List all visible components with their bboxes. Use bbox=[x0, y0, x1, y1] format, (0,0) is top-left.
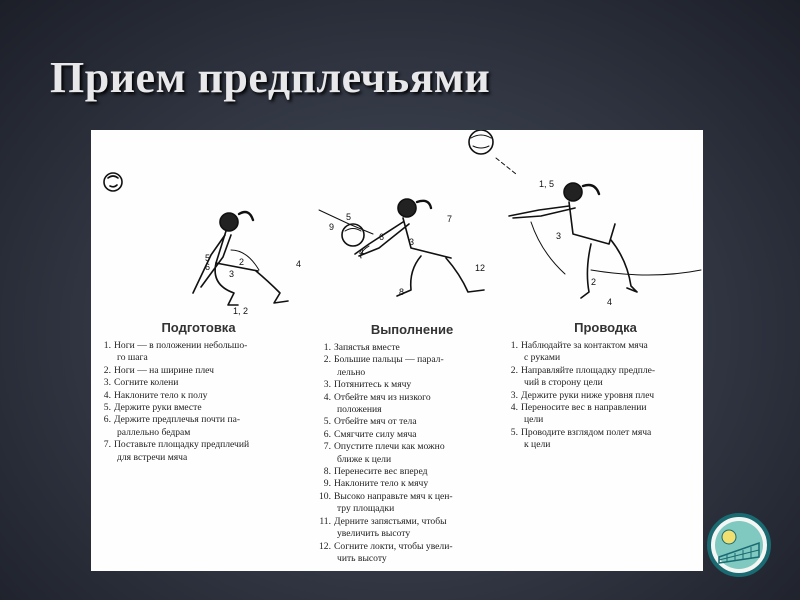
list-item: 2. Направляйте площадку предпле- чий в сторону цели bbox=[510, 364, 656, 389]
list-item: 9. Наклоните тело к мячу bbox=[323, 478, 429, 490]
list-item: 10. Высоко направьте мяч к цен- тру площадки bbox=[319, 490, 453, 515]
figure3-label: 4 bbox=[607, 297, 613, 307]
list-item: 12. Согните локти, чтобы увели- чить высоту bbox=[319, 540, 453, 564]
figure2-label: 7 bbox=[447, 214, 453, 224]
figure1-label: 1, 2 bbox=[233, 306, 249, 316]
figure1-label: 5 bbox=[205, 253, 211, 263]
figure-preparation bbox=[104, 173, 288, 305]
list-item: 6. Держите предплечья почти па- раллельно бедрам bbox=[103, 414, 241, 438]
volleyball-logo-icon bbox=[707, 513, 771, 577]
instruction-list bbox=[101, 340, 296, 464]
ball-icon bbox=[342, 224, 364, 246]
list-item: 5. Отбейте мяч от тела bbox=[323, 416, 417, 428]
list-item: 3. Потянитесь к мячу bbox=[323, 379, 412, 391]
volleyball-illustration bbox=[91, 130, 703, 571]
list-item: 6. Смягчите силу мяча bbox=[323, 428, 417, 440]
list-item: 1. Ноги — в положении небольшо- го шага bbox=[103, 340, 248, 364]
column-heading: Выполнение bbox=[370, 322, 454, 337]
figure3-label: 3 bbox=[556, 231, 562, 241]
figure2-label: 6 bbox=[379, 232, 385, 242]
figure3-label: 2 bbox=[591, 277, 597, 287]
figure3-label: 1, 5 bbox=[539, 179, 555, 189]
figure2-label: 8 bbox=[399, 287, 405, 297]
list-item: 4. Переносите вес в направлении цели bbox=[510, 402, 647, 426]
list-item: 4. Наклоните тело к полу bbox=[103, 389, 208, 401]
figure2-label: 5 bbox=[346, 212, 352, 222]
figure-execution bbox=[319, 199, 484, 296]
figure1-label: 3 bbox=[229, 269, 235, 279]
list-item: 1. Запястья вместе bbox=[323, 342, 400, 353]
figure1-label: 6 bbox=[205, 262, 211, 272]
list-item: 7. Опустите плечи как можно ближе к цели bbox=[323, 441, 445, 465]
list-item: 4. Отбейте мяч из низкого положения bbox=[323, 391, 431, 416]
figure-follow-through bbox=[469, 130, 701, 298]
ball-icon bbox=[469, 130, 493, 154]
list-item: 5. Держите руки вместе bbox=[103, 402, 202, 414]
column-execution bbox=[317, 322, 507, 565]
figure2-label: 9 bbox=[329, 222, 335, 232]
list-item: 7. Поставьте площадку предплечий для встречи мяча bbox=[103, 439, 250, 463]
figure2-label: 3 bbox=[409, 237, 415, 247]
column-heading: Подготовка bbox=[161, 320, 236, 335]
figure1-label: 4 bbox=[296, 259, 302, 269]
list-item: 11. Дерните запястьями, чтобы увеличить высоту bbox=[319, 515, 447, 540]
column-follow-through bbox=[508, 320, 703, 452]
list-item: 8. Перенесите вес вперед bbox=[323, 466, 428, 478]
figure2-label: 12 bbox=[475, 263, 486, 273]
figure2-label: 4 bbox=[359, 247, 365, 257]
list-item: 3. Согните колени bbox=[103, 377, 179, 389]
list-item: 5. Проводите взглядом полет мяча к цели bbox=[510, 426, 652, 451]
list-item: 2. Большие пальцы — парал- лельно bbox=[323, 354, 444, 378]
slide-title: Прием предплечьями bbox=[50, 53, 491, 102]
list-item: 1. Наблюдайте за контактом мяча с руками bbox=[510, 340, 648, 364]
column-heading: Проводка bbox=[574, 320, 637, 335]
figure1-label: 2 bbox=[239, 257, 245, 267]
instruction-list bbox=[317, 342, 507, 565]
list-item: 3. Держите руки ниже уровня плеч bbox=[510, 389, 655, 401]
instruction-list bbox=[508, 340, 703, 452]
list-item: 2. Ноги — на ширине плеч bbox=[103, 364, 214, 376]
column-preparation bbox=[101, 320, 296, 464]
player-figures bbox=[91, 130, 703, 320]
